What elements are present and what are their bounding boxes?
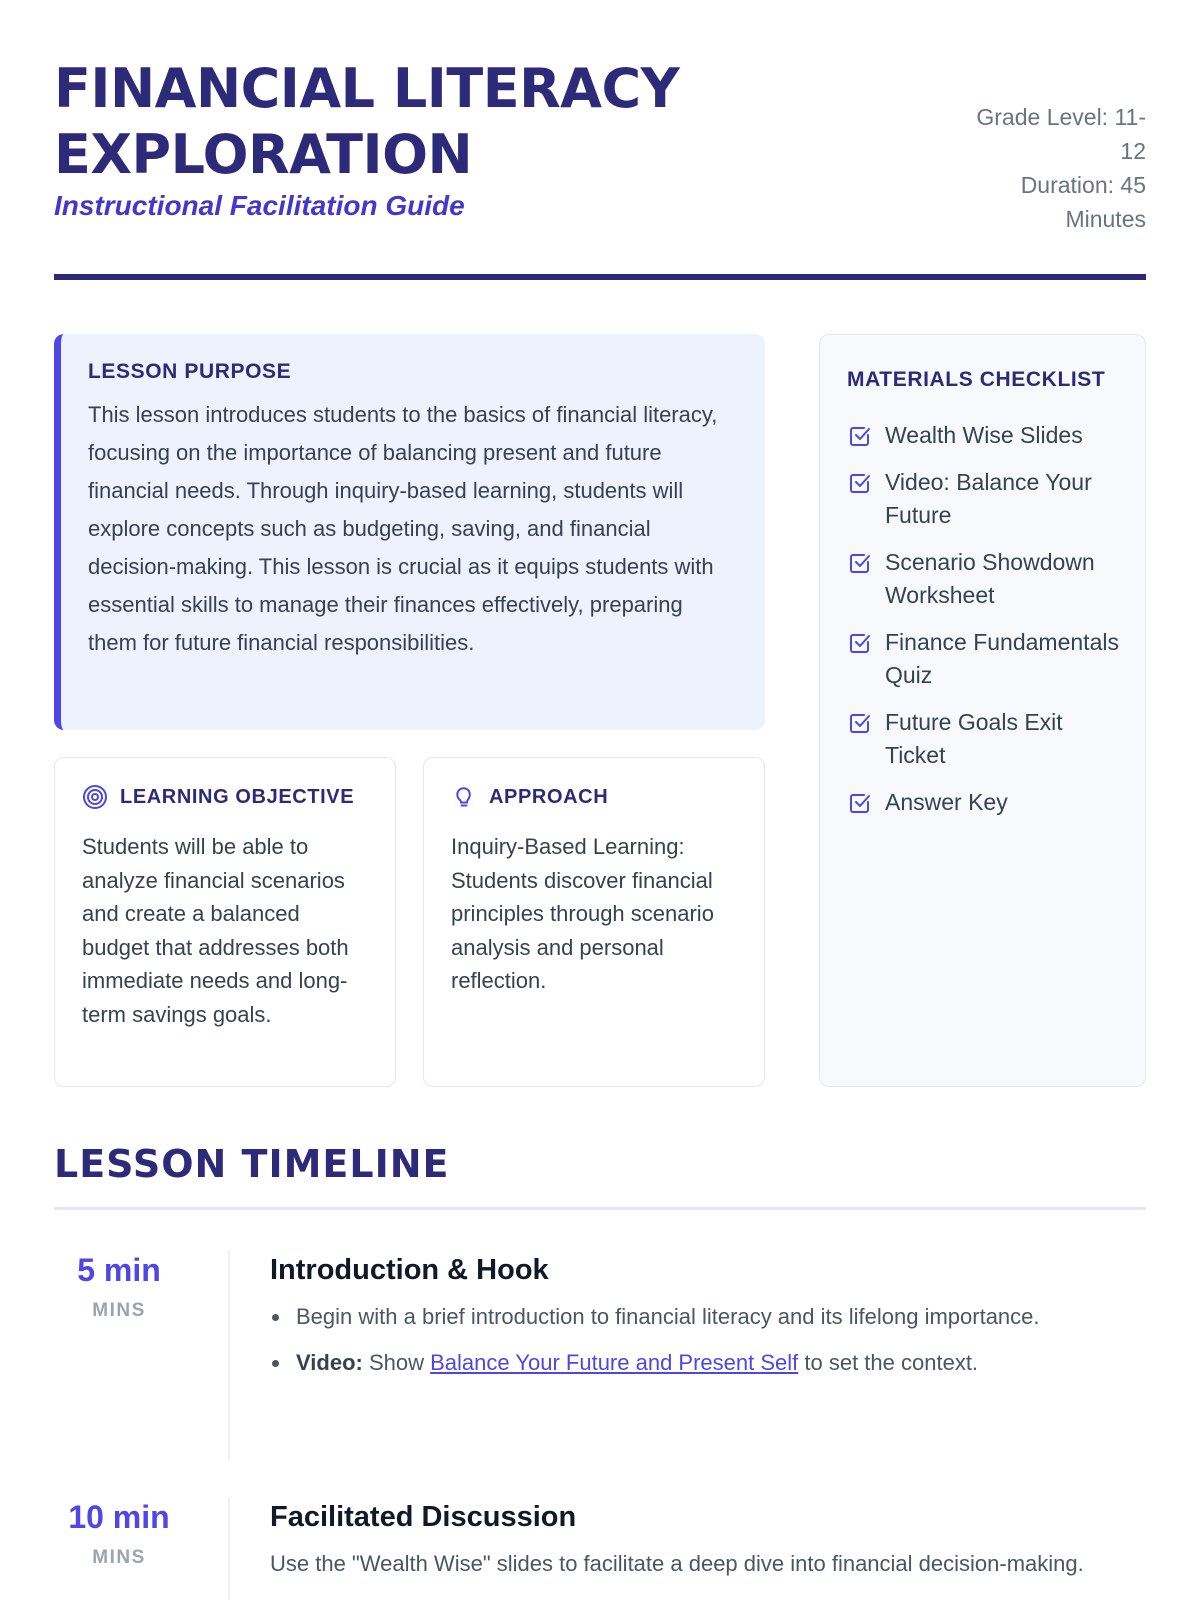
approach-card [423, 757, 765, 1087]
bullet-label: Video: [296, 1350, 363, 1375]
checkbox-icon [847, 630, 873, 656]
learning-objective-header [82, 784, 369, 810]
checkbox-icon [847, 423, 873, 449]
learning-objective-text: Students will be able to analyze financial scenarios and create a balanced budget that addresses both immediate needs and long-term savings goals. [82, 834, 349, 1027]
materials-item-label: Wealth Wise Slides [885, 422, 1083, 448]
timeline-step-time [54, 1497, 184, 1569]
timeline-step-time [54, 1250, 184, 1322]
materials-item[interactable] [847, 419, 1125, 452]
materials-item-label: Finance Fundamentals Quiz [885, 629, 1119, 688]
header-divider [54, 274, 1146, 280]
checkbox-icon [847, 550, 873, 576]
step-bullets [270, 1300, 1146, 1379]
bullet-text: Show [368, 1350, 424, 1375]
lesson-purpose-card [54, 334, 765, 730]
duration: Duration: 45 Minutes [1020, 172, 1146, 232]
approach-text: Inquiry-Based Learning: Students discover financial principles through scenario analysis and personal reflection. [451, 834, 714, 993]
target-icon [82, 784, 108, 810]
lesson-meta [956, 100, 1146, 236]
page-header [54, 56, 1146, 286]
page-title: FINANCIAL LITERACY EXPLORATION [54, 57, 680, 186]
step-duration: 10 min [68, 1499, 170, 1535]
lesson-purpose-text: This lesson introduces students to the basics of financial literacy, focusing on the importance of balancing present and future financial needs. Through inquiry-based learning, students will explore concepts such as budgeting, saving, and financial decision-making. This lesson is crucial as it equips students with essential skills to manage their finances effectively, preparing them for future financial responsibilities. [88, 402, 718, 655]
step-text: Use the "Wealth Wise" slides to facilitate a deep dive into financial decision-making. [270, 1551, 1084, 1576]
step-duration-unit: MINS [92, 1300, 146, 1321]
step-duration-unit: MINS [92, 1547, 146, 1568]
grade-level: Grade Level: 11-12 [976, 104, 1146, 164]
step-bullet [270, 1346, 1146, 1379]
materials-item-label: Video: Balance Your Future [885, 469, 1092, 528]
materials-item-label: Future Goals Exit Ticket [885, 709, 1063, 768]
checkbox-icon [847, 470, 873, 496]
lightbulb-icon [451, 784, 477, 810]
lesson-guide-page [54, 0, 1146, 1600]
learning-objective-heading: LEARNING OBJECTIVE [120, 785, 355, 808]
materials-list [847, 419, 1125, 819]
video-link[interactable]: Balance Your Future and Present Self [430, 1350, 799, 1375]
materials-item[interactable] [847, 546, 1125, 612]
step-bullet: Begin with a brief introduction to financial literacy and its lifelong importance. [270, 1300, 1146, 1333]
checkbox-icon [847, 790, 873, 816]
step-title: Introduction & Hook [270, 1254, 549, 1286]
timeline-step-divider [228, 1497, 230, 1600]
timeline-step-content [270, 1497, 1146, 1580]
lesson-purpose-heading: LESSON PURPOSE [88, 360, 292, 383]
materials-item[interactable] [847, 706, 1125, 772]
materials-item-label: Scenario Showdown Worksheet [885, 549, 1095, 608]
materials-item[interactable] [847, 626, 1125, 692]
checkbox-icon [847, 710, 873, 736]
timeline-step [54, 1250, 1146, 1460]
page-subtitle: Instructional Facilitation Guide [54, 190, 465, 221]
bullet-text: to set the context. [804, 1350, 979, 1375]
timeline-step-content [270, 1250, 1146, 1392]
materials-item[interactable] [847, 786, 1125, 819]
timeline-divider [54, 1207, 1146, 1210]
step-title: Facilitated Discussion [270, 1501, 577, 1533]
materials-item-label: Answer Key [885, 789, 1008, 815]
materials-checklist-card [819, 334, 1146, 1087]
materials-checklist-heading: MATERIALS CHECKLIST [847, 368, 1106, 391]
materials-item[interactable] [847, 466, 1125, 532]
approach-header [451, 784, 738, 810]
step-duration: 5 min [77, 1252, 161, 1288]
timeline-step-divider [228, 1250, 230, 1460]
timeline-step [54, 1497, 1146, 1600]
lesson-timeline-heading: LESSON TIMELINE [54, 1142, 450, 1186]
learning-objective-card [54, 757, 396, 1087]
approach-heading: APPROACH [489, 785, 609, 808]
